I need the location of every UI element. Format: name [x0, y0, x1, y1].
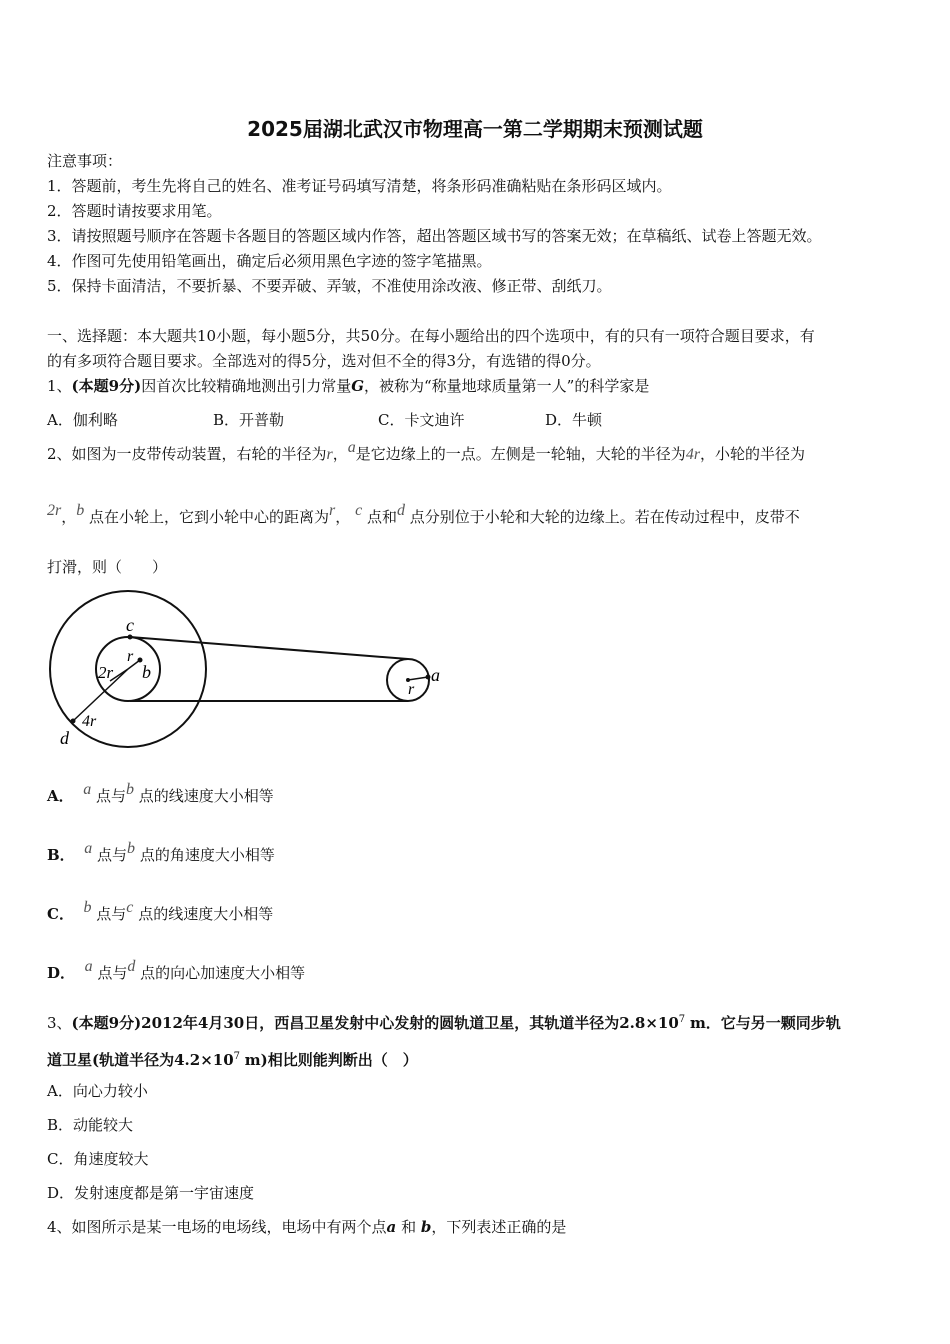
label-b: b: [142, 662, 151, 682]
q2-option-d[interactable]: D． a 点与d 点的向心加速度大小相等: [47, 958, 306, 982]
q3-option-a[interactable]: A．向心力较小: [47, 1082, 148, 1100]
q3-option-d[interactable]: D．发射速度都是第一宇宙速度: [47, 1184, 255, 1202]
radius-a: [408, 677, 428, 680]
notice-item: 2．答题时请按要求用笔。: [47, 202, 222, 220]
label-2r: 2r: [98, 663, 114, 682]
q3-option-b[interactable]: B．动能较大: [47, 1116, 134, 1134]
q2-option-a[interactable]: A． a 点与b 点的线速度大小相等: [47, 781, 274, 805]
question-1-options: [47, 410, 602, 430]
label-4r: 4r: [82, 713, 97, 730]
option-c[interactable]: C．卡文迪许: [378, 411, 465, 429]
option-a[interactable]: A．伽利略: [47, 411, 118, 429]
label-r: r: [127, 648, 134, 665]
label-a: a: [431, 665, 440, 685]
question-3-line1: 3、(本题9分)2012年4月30日，西昌卫星发射中心发射的圆轨道卫星，其轨道半径为$2.8\times 10^7$ m．它与另一颗同步轨: [47, 1014, 841, 1032]
notice-item: 4．作图可先使用铅笔画出，确定后必须用黑色字迹的签字笔描黑。: [47, 252, 492, 270]
q2-option-c[interactable]: C． b 点与c 点的线速度大小相等: [47, 899, 274, 923]
notice-heading: 注意事项：: [47, 152, 123, 170]
section-intro-line1: 一、选择题：本大题共10小题，每小题5分，共50分。在每小题给出的四个选项中，有的只有一项符合题目要求，有: [47, 327, 815, 345]
point-c-dot: [128, 635, 133, 640]
notice-item: 1．答题前，考生先将自己的姓名、准考证号码填写清楚，将条形码准确粘贴在条形码区域内。: [47, 177, 672, 195]
notice-item: 5．保持卡面清洁，不要折暴、不要弄破、弄皱，不准使用涂改液、修正带、刮纸刀。: [47, 277, 612, 295]
option-b[interactable]: B．开普勒: [213, 411, 285, 429]
question-2-line1: 2、如图为一皮带传动装置，右轮的半径为r，a是它边缘上的一点。左侧是一轮轴，大轮的半径为4r，小轮的半径为: [47, 439, 806, 463]
question-3-line2: 道卫星(轨道半径为$4.2\times 10^7$ m)相比则能判断出（ ）: [47, 1051, 418, 1069]
point-d-dot: [71, 719, 76, 724]
option-d[interactable]: D．牛顿: [545, 411, 603, 429]
belt-upper: [130, 637, 408, 659]
question-2-line3: 打滑，则（ ）: [47, 558, 168, 576]
question-4: 4、如图所示是某一电场的电场线，电场中有两个点a 和 b，下列表述正确的是: [47, 1218, 567, 1236]
label-d: d: [60, 728, 69, 748]
question-2-line2: 2r，b 点在小轮上，它到小轮中心的距离为r， c 点和d 点分别位于小轮和大轮的边缘上。若在传动过程中，皮带不: [47, 502, 800, 526]
label-c: c: [126, 615, 134, 635]
belt-drive-figure: [40, 586, 460, 750]
question-1: 1、(本题9分)因首次比较精确地测出引力常量G，被称为“称量地球质量第一人”的科学家是: [47, 377, 650, 395]
q3-option-c[interactable]: C．角速度较大: [47, 1150, 149, 1168]
section-intro-line2: 的有多项符合题目要求。全部选对的得5分，选对但不全的得3分，有选错的得0分。: [47, 352, 601, 370]
q2-option-b[interactable]: B． a 点与b 点的角速度大小相等: [47, 840, 275, 864]
label-r-right: r: [408, 681, 415, 698]
page-title: 2025届湖北武汉市物理高一第二学期期末预测试题: [247, 117, 703, 141]
point-a-dot: [426, 675, 431, 680]
notice-item: 3．请按照题号顺序在答题卡各题目的答题区域内作答，超出答题区域书写的答案无效；在草稿纸、试卷上答题无效。: [47, 227, 822, 245]
